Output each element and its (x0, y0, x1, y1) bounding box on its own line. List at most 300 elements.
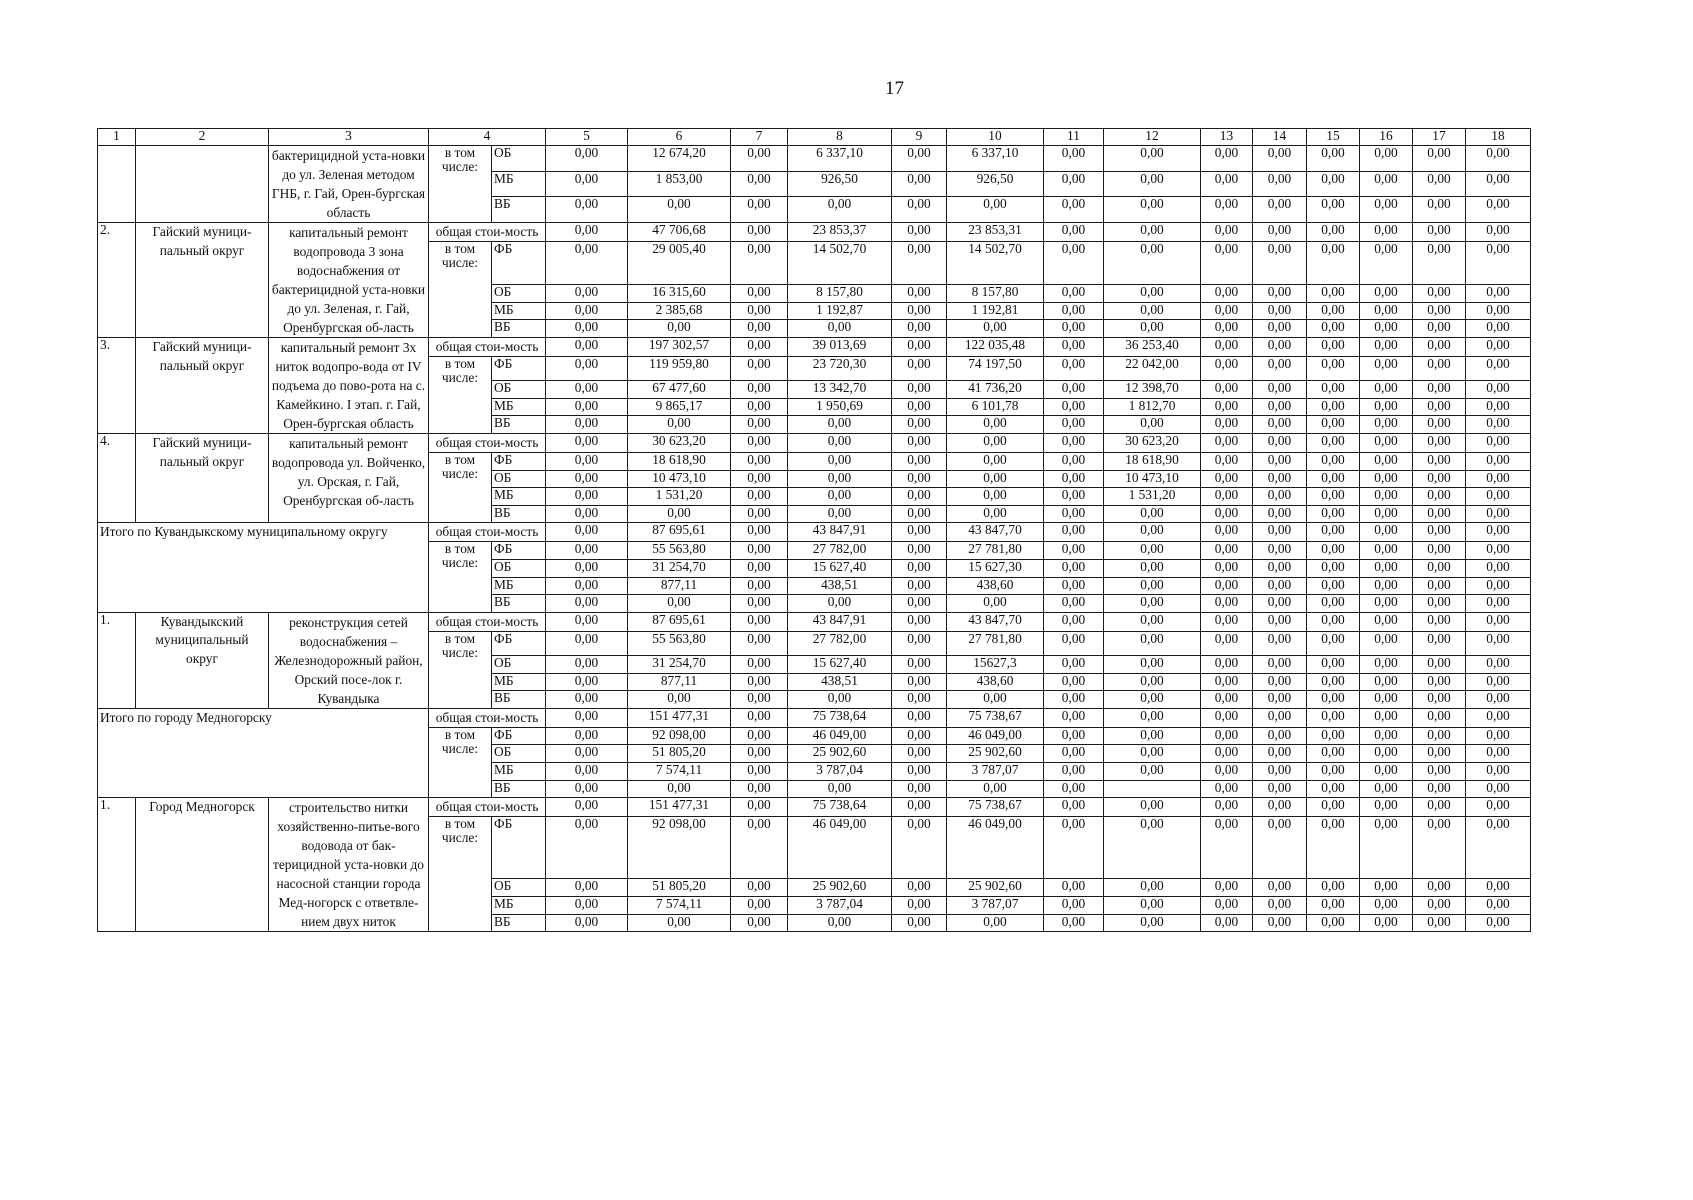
value-cell: 0,00 (546, 896, 628, 914)
value-cell: 0,00 (1360, 302, 1413, 320)
value-cell: 0,00 (731, 357, 788, 381)
value-cell: 0,00 (1413, 595, 1466, 613)
value-cell: 0,00 (1466, 798, 1531, 817)
value-cell: 0,00 (1104, 691, 1201, 709)
value-cell: 0,00 (1044, 780, 1104, 798)
including-label: в том числе: (429, 146, 492, 223)
value-cell: 0,00 (1360, 488, 1413, 506)
value-cell: 0,00 (1307, 505, 1360, 523)
column-header: 7 (731, 129, 788, 146)
value-cell: 0,00 (1307, 197, 1360, 223)
funding-source: ВБ (492, 505, 546, 523)
value-cell: 0,00 (1104, 320, 1201, 338)
value-cell: 0,00 (1104, 302, 1201, 320)
value-cell: 0,00 (947, 320, 1044, 338)
value-cell: 8 157,80 (947, 285, 1044, 303)
value-cell: 0,00 (1307, 470, 1360, 488)
value-cell: 151 477,31 (628, 798, 731, 817)
value-cell: 0,00 (1201, 914, 1253, 932)
funding-source: МБ (492, 762, 546, 780)
including-label: в том числе: (429, 453, 492, 523)
value-cell: 0,00 (1466, 691, 1531, 709)
value-cell: 23 853,37 (788, 223, 892, 242)
value-cell: 0,00 (1201, 320, 1253, 338)
value-cell: 0,00 (731, 745, 788, 763)
project-total-row (98, 798, 1531, 817)
value-cell: 0,00 (1044, 320, 1104, 338)
value-cell: 0,00 (1201, 223, 1253, 242)
value-cell: 46 049,00 (788, 727, 892, 745)
value-cell: 0,00 (1104, 146, 1201, 172)
total-cost-label: общая стои-мость (429, 612, 546, 631)
column-header: 14 (1253, 129, 1307, 146)
funding-source: ВБ (492, 914, 546, 932)
value-cell: 0,00 (731, 655, 788, 673)
value-cell: 0,00 (892, 673, 947, 691)
value-cell: 0,00 (1360, 559, 1413, 577)
value-cell: 0,00 (1413, 453, 1466, 471)
value-cell: 0,00 (1466, 745, 1531, 763)
value-cell: 87 695,61 (628, 612, 731, 631)
including-label: в том числе: (429, 242, 492, 338)
value-cell: 0,00 (947, 453, 1044, 471)
column-header: 1 (98, 129, 136, 146)
value-cell: 0,00 (731, 416, 788, 434)
value-cell: 0,00 (1104, 285, 1201, 303)
municipality-name: Город Медногорск (136, 798, 269, 932)
value-cell: 0,00 (892, 488, 947, 506)
funding-source: ФБ (492, 242, 546, 285)
value-cell: 0,00 (1307, 488, 1360, 506)
value-cell: 0,00 (546, 673, 628, 691)
value-cell: 0,00 (1201, 470, 1253, 488)
value-cell: 0,00 (1253, 381, 1307, 399)
value-cell: 0,00 (1201, 595, 1253, 613)
value-cell: 0,00 (1044, 655, 1104, 673)
value-cell: 0,00 (1466, 780, 1531, 798)
value-cell: 0,00 (1201, 673, 1253, 691)
value-cell: 0,00 (1253, 523, 1307, 542)
value-cell: 0,00 (1104, 914, 1201, 932)
value-cell: 0,00 (1201, 762, 1253, 780)
value-cell: 0,00 (1253, 708, 1307, 727)
value-cell: 8 157,80 (788, 285, 892, 303)
value-cell: 0,00 (1360, 453, 1413, 471)
column-header: 11 (1044, 129, 1104, 146)
value-cell: 0,00 (1466, 488, 1531, 506)
column-header: 3 (269, 129, 429, 146)
value-cell: 55 563,80 (628, 631, 731, 655)
value-cell: 0,00 (1360, 762, 1413, 780)
value-cell: 3 787,07 (947, 762, 1044, 780)
value-cell: 55 563,80 (628, 542, 731, 560)
funding-source: ВБ (492, 416, 546, 434)
value-cell: 0,00 (1360, 197, 1413, 223)
value-cell: 0,00 (731, 398, 788, 416)
value-cell: 1 950,69 (788, 398, 892, 416)
project-description: строительство нитки хозяйственно-питье-вого водовода от бак-терицидной уста-новки до насосной станции города Мед-ногорск с ответвле-нием двух ниток (269, 798, 429, 932)
value-cell: 0,00 (1307, 896, 1360, 914)
value-cell: 0,00 (1466, 416, 1531, 434)
project-total-row (98, 223, 1531, 242)
value-cell: 0,00 (1253, 542, 1307, 560)
funding-source: ФБ (492, 357, 546, 381)
value-cell: 0,00 (1104, 577, 1201, 595)
column-header: 4 (429, 129, 546, 146)
value-cell: 0,00 (1413, 708, 1466, 727)
value-cell: 0,00 (1360, 896, 1413, 914)
value-cell: 41 736,20 (947, 381, 1044, 399)
funding-source: ОБ (492, 655, 546, 673)
value-cell: 0,00 (1044, 488, 1104, 506)
value-cell: 47 706,68 (628, 223, 731, 242)
value-cell: 0,00 (1104, 762, 1201, 780)
municipality-name (136, 146, 269, 223)
value-cell: 0,00 (546, 302, 628, 320)
value-cell: 0,00 (1360, 780, 1413, 798)
value-cell: 0,00 (546, 708, 628, 727)
value-cell: 0,00 (1360, 338, 1413, 357)
value-cell: 0,00 (1307, 817, 1360, 879)
value-cell: 0,00 (1307, 302, 1360, 320)
value-cell: 0,00 (628, 595, 731, 613)
funding-source: ФБ (492, 631, 546, 655)
value-cell: 0,00 (731, 691, 788, 709)
value-cell: 0,00 (1253, 595, 1307, 613)
value-cell: 0,00 (892, 381, 947, 399)
column-header: 12 (1104, 129, 1201, 146)
value-cell: 0,00 (947, 914, 1044, 932)
value-cell: 0,00 (731, 320, 788, 338)
value-cell: 0,00 (1466, 470, 1531, 488)
column-header: 2 (136, 129, 269, 146)
value-cell: 0,00 (731, 595, 788, 613)
value-cell: 0,00 (1044, 542, 1104, 560)
value-cell: 0,00 (1360, 416, 1413, 434)
value-cell: 0,00 (788, 197, 892, 223)
value-cell: 0,00 (1413, 879, 1466, 897)
value-cell: 0,00 (1466, 577, 1531, 595)
value-cell: 0,00 (1044, 559, 1104, 577)
project-total-row (98, 434, 1531, 453)
value-cell: 0,00 (1253, 223, 1307, 242)
value-cell: 16 315,60 (628, 285, 731, 303)
value-cell: 0,00 (1201, 542, 1253, 560)
value-cell: 31 254,70 (628, 655, 731, 673)
value-cell: 3 787,07 (947, 896, 1044, 914)
column-header: 9 (892, 129, 947, 146)
value-cell: 0,00 (1044, 577, 1104, 595)
including-label: в том числе: (429, 357, 492, 434)
value-cell: 0,00 (1044, 523, 1104, 542)
value-cell: 0,00 (1466, 595, 1531, 613)
row-index (98, 146, 136, 223)
value-cell: 0,00 (1466, 655, 1531, 673)
total-row (98, 708, 1531, 727)
value-cell: 0,00 (1044, 727, 1104, 745)
value-cell: 0,00 (788, 691, 892, 709)
value-cell: 0,00 (1307, 708, 1360, 727)
value-cell: 0,00 (1466, 146, 1531, 172)
value-cell: 0,00 (546, 357, 628, 381)
including-label: в том числе: (429, 542, 492, 612)
value-cell: 6 337,10 (788, 146, 892, 172)
value-cell: 0,00 (1307, 559, 1360, 577)
value-cell: 25 902,60 (947, 879, 1044, 897)
value-cell: 0,00 (1044, 745, 1104, 763)
value-cell: 0,00 (1307, 727, 1360, 745)
funding-source: МБ (492, 673, 546, 691)
value-cell: 0,00 (546, 631, 628, 655)
value-cell: 0,00 (731, 223, 788, 242)
value-cell: 3 787,04 (788, 896, 892, 914)
value-cell: 0,00 (1413, 612, 1466, 631)
funding-source: ФБ (492, 817, 546, 879)
value-cell: 0,00 (1253, 453, 1307, 471)
value-cell: 87 695,61 (628, 523, 731, 542)
value-cell: 0,00 (1360, 577, 1413, 595)
value-cell: 0,00 (1360, 817, 1413, 879)
value-cell: 14 502,70 (947, 242, 1044, 285)
row-index: 4. (98, 434, 136, 523)
funding-source: ВБ (492, 320, 546, 338)
value-cell: 0,00 (1360, 631, 1413, 655)
value-cell: 0,00 (731, 708, 788, 727)
value-cell: 0,00 (546, 691, 628, 709)
value-cell: 0,00 (731, 762, 788, 780)
value-cell: 0,00 (1253, 745, 1307, 763)
value-cell: 0,00 (1360, 357, 1413, 381)
value-cell: 0,00 (1044, 470, 1104, 488)
value-cell: 0,00 (892, 398, 947, 416)
value-cell: 0,00 (1253, 488, 1307, 506)
value-cell: 43 847,91 (788, 523, 892, 542)
value-cell: 0,00 (731, 285, 788, 303)
value-cell: 0,00 (1466, 708, 1531, 727)
value-cell: 3 787,04 (788, 762, 892, 780)
funding-source: ОБ (492, 381, 546, 399)
value-cell: 0,00 (546, 434, 628, 453)
value-cell: 0,00 (1413, 398, 1466, 416)
value-cell: 926,50 (947, 171, 1044, 197)
value-cell: 0,00 (788, 434, 892, 453)
funding-source: МБ (492, 302, 546, 320)
value-cell: 0,00 (1201, 691, 1253, 709)
value-cell: 0,00 (546, 762, 628, 780)
value-cell: 0,00 (1413, 523, 1466, 542)
value-cell: 23 853,31 (947, 223, 1044, 242)
value-cell: 0,00 (1413, 302, 1466, 320)
value-cell: 1 812,70 (1104, 398, 1201, 416)
value-cell: 0,00 (1413, 559, 1466, 577)
value-cell: 0,00 (1201, 416, 1253, 434)
value-cell: 0,00 (1104, 595, 1201, 613)
value-cell: 0,00 (1253, 817, 1307, 879)
value-cell: 0,00 (628, 320, 731, 338)
value-cell: 30 623,20 (628, 434, 731, 453)
value-cell: 0,00 (1307, 595, 1360, 613)
value-cell: 0,00 (892, 338, 947, 357)
value-cell: 67 477,60 (628, 381, 731, 399)
value-cell: 0,00 (731, 338, 788, 357)
value-cell: 0,00 (1307, 745, 1360, 763)
value-cell: 0,00 (1201, 242, 1253, 285)
value-cell: 0,00 (1044, 242, 1104, 285)
value-cell: 27 781,80 (947, 631, 1044, 655)
total-row (98, 523, 1531, 542)
value-cell: 0,00 (628, 780, 731, 798)
value-cell: 0,00 (1253, 357, 1307, 381)
value-cell: 0,00 (546, 505, 628, 523)
value-cell: 25 902,60 (947, 745, 1044, 763)
value-cell: 0,00 (1253, 673, 1307, 691)
value-cell: 0,00 (546, 398, 628, 416)
value-cell: 22 042,00 (1104, 357, 1201, 381)
value-cell: 43 847,70 (947, 612, 1044, 631)
value-cell: 0,00 (1307, 655, 1360, 673)
value-cell: 0,00 (546, 488, 628, 506)
value-cell: 18 618,90 (628, 453, 731, 471)
row-index: 1. (98, 798, 136, 932)
value-cell: 0,00 (1413, 727, 1466, 745)
value-cell: 0,00 (1466, 338, 1531, 357)
value-cell: 0,00 (1044, 505, 1104, 523)
value-cell: 0,00 (1307, 242, 1360, 285)
value-cell: 6 337,10 (947, 146, 1044, 172)
total-cost-label: общая стои-мость (429, 338, 546, 357)
value-cell: 0,00 (546, 559, 628, 577)
value-cell: 0,00 (546, 780, 628, 798)
value-cell: 6 101,78 (947, 398, 1044, 416)
value-cell: 0,00 (1307, 762, 1360, 780)
value-cell: 0,00 (947, 197, 1044, 223)
value-cell: 0,00 (947, 434, 1044, 453)
funding-source: МБ (492, 171, 546, 197)
including-label: в том числе: (429, 631, 492, 708)
value-cell: 0,00 (1360, 655, 1413, 673)
value-cell: 122 035,48 (947, 338, 1044, 357)
value-cell: 0,00 (1253, 655, 1307, 673)
value-cell: 0,00 (1104, 416, 1201, 434)
value-cell: 0,00 (1253, 171, 1307, 197)
value-cell: 0,00 (1307, 453, 1360, 471)
value-cell: 0,00 (1253, 780, 1307, 798)
value-cell: 0,00 (546, 817, 628, 879)
value-cell: 0,00 (1307, 577, 1360, 595)
value-cell: 0,00 (1413, 285, 1466, 303)
value-cell: 0,00 (628, 914, 731, 932)
value-cell: 0,00 (892, 727, 947, 745)
value-cell: 0,00 (1307, 398, 1360, 416)
value-cell: 0,00 (1044, 879, 1104, 897)
value-cell: 0,00 (947, 470, 1044, 488)
value-cell: 0,00 (1360, 242, 1413, 285)
value-cell: 0,00 (1307, 673, 1360, 691)
column-header: 13 (1201, 129, 1253, 146)
value-cell: 0,00 (1201, 745, 1253, 763)
value-cell: 0,00 (1201, 559, 1253, 577)
funding-row (98, 146, 1531, 172)
value-cell: 0,00 (546, 171, 628, 197)
value-cell: 0,00 (546, 416, 628, 434)
value-cell: 0,00 (546, 320, 628, 338)
value-cell: 0,00 (1307, 320, 1360, 338)
total-cost-label: общая стои-мость (429, 708, 546, 727)
value-cell: 0,00 (1360, 879, 1413, 897)
value-cell: 0,00 (1044, 896, 1104, 914)
value-cell: 0,00 (1360, 673, 1413, 691)
value-cell: 0,00 (1201, 171, 1253, 197)
value-cell: 0,00 (1360, 914, 1413, 932)
column-header: 18 (1466, 129, 1531, 146)
value-cell: 0,00 (1201, 780, 1253, 798)
value-cell: 75 738,64 (788, 798, 892, 817)
value-cell: 0,00 (1413, 242, 1466, 285)
value-cell: 0,00 (892, 453, 947, 471)
value-cell: 0,00 (1104, 708, 1201, 727)
value-cell: 0,00 (546, 285, 628, 303)
value-cell: 27 782,00 (788, 542, 892, 560)
value-cell: 0,00 (1104, 242, 1201, 285)
value-cell: 0,00 (1253, 242, 1307, 285)
value-cell: 0,00 (546, 914, 628, 932)
value-cell: 0,00 (788, 488, 892, 506)
value-cell: 0,00 (892, 762, 947, 780)
funding-source: ОБ (492, 285, 546, 303)
value-cell: 0,00 (1044, 171, 1104, 197)
value-cell: 0,00 (731, 780, 788, 798)
value-cell: 0,00 (1253, 505, 1307, 523)
value-cell: 0,00 (1413, 223, 1466, 242)
value-cell: 0,00 (1466, 612, 1531, 631)
value-cell: 0,00 (1253, 197, 1307, 223)
value-cell: 75 738,67 (947, 798, 1044, 817)
value-cell: 51 805,20 (628, 879, 731, 897)
value-cell: 0,00 (947, 595, 1044, 613)
value-cell: 0,00 (892, 320, 947, 338)
value-cell: 0,00 (1201, 197, 1253, 223)
value-cell: 0,00 (1044, 285, 1104, 303)
value-cell: 0,00 (1466, 302, 1531, 320)
value-cell: 0,00 (1307, 631, 1360, 655)
value-cell: 0,00 (1466, 434, 1531, 453)
value-cell: 0,00 (892, 416, 947, 434)
value-cell: 0,00 (1044, 416, 1104, 434)
value-cell (1104, 780, 1201, 798)
value-cell: 0,00 (546, 798, 628, 817)
value-cell: 0,00 (1466, 242, 1531, 285)
value-cell: 0,00 (1413, 488, 1466, 506)
value-cell: 0,00 (1413, 416, 1466, 434)
municipality-name: Гайский муници-пальный округ (136, 338, 269, 434)
value-cell: 0,00 (788, 505, 892, 523)
value-cell: 0,00 (1253, 338, 1307, 357)
value-cell: 0,00 (1307, 285, 1360, 303)
value-cell: 0,00 (1466, 171, 1531, 197)
value-cell: 0,00 (628, 197, 731, 223)
value-cell: 1 192,87 (788, 302, 892, 320)
value-cell: 0,00 (1104, 542, 1201, 560)
value-cell: 0,00 (1413, 577, 1466, 595)
value-cell: 0,00 (731, 171, 788, 197)
value-cell: 0,00 (731, 817, 788, 879)
value-cell: 0,00 (1201, 381, 1253, 399)
value-cell: 0,00 (1253, 612, 1307, 631)
value-cell: 0,00 (1466, 223, 1531, 242)
value-cell: 0,00 (1466, 357, 1531, 381)
value-cell: 0,00 (947, 488, 1044, 506)
value-cell: 0,00 (892, 302, 947, 320)
